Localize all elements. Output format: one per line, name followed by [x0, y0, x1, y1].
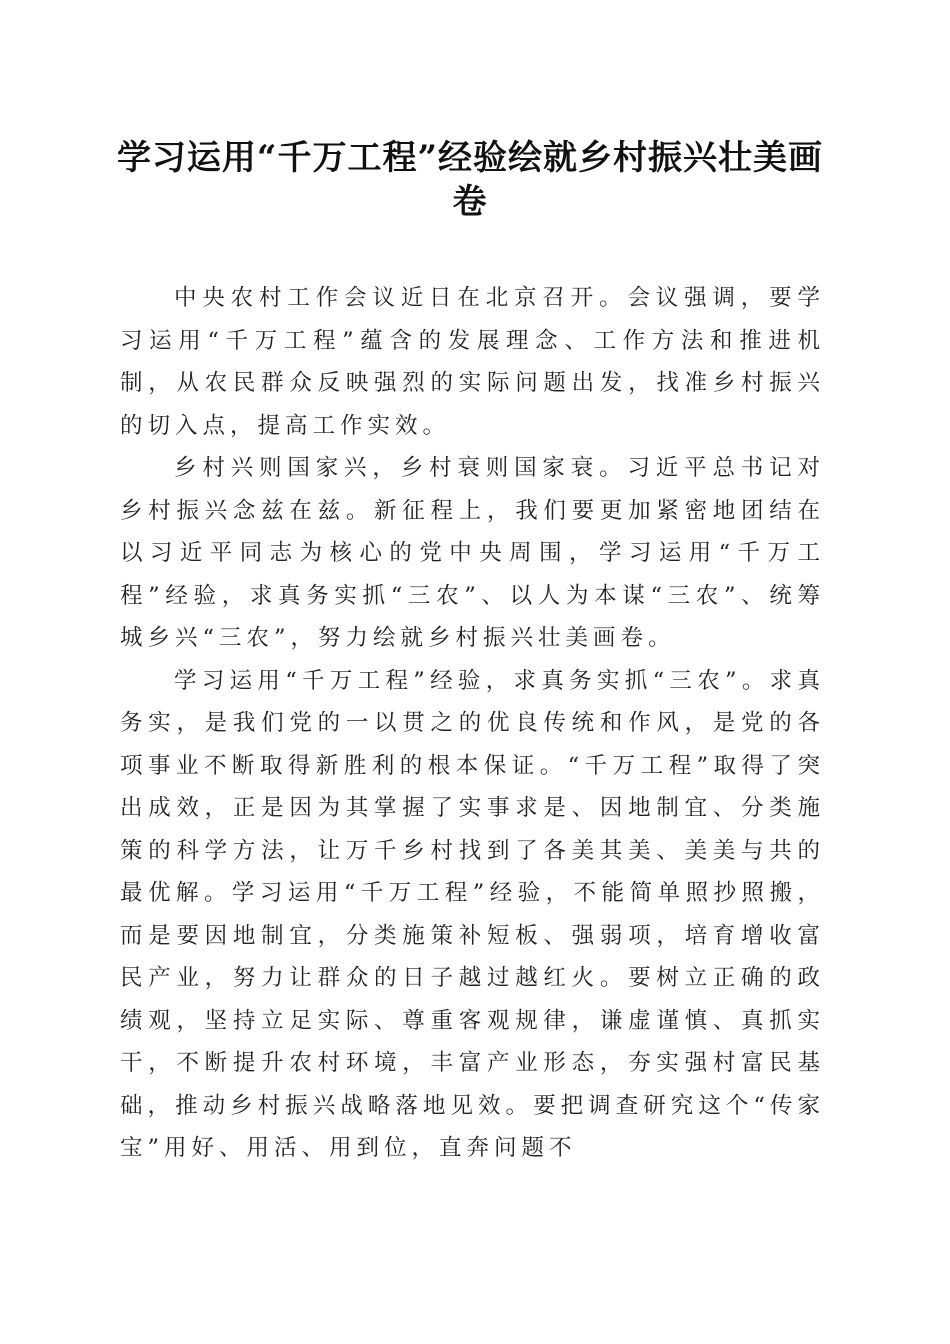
paragraph-2: 乡村兴则国家兴，乡村衰则国家衰。习近平总书记对乡村振兴念兹在兹。新征程上，我们要更加紧密地团结在以习近平同志为核心的党中央周围，学习运用“千万工程”经验，求真务实抓“三农”、以人为本谋“三农”、统筹城乡兴“三农”，努力绘就乡村振兴壮美画卷。 [120, 455, 825, 651]
paragraph-3: 学习运用“千万工程”经验，求真务实抓“三农”。求真务实，是我们党的一以贯之的优良传统和作风，是党的各项事业不断取得新胜利的根本保证。“千万工程”取得了突出成效，正是因为其掌握了实事求是、因地制宜、分类施策的科学方法，让万千乡村找到了各美其美、美美与共的最优解。学习运用“千万工程”经验，不能简单照抄照搬，而是要因地制宜，分类施策补短板、强弱项，培育增收富民产业，努力让群众的日子越过越红火。要树立正确的政绩观，坚持立足实际、尊重客观规律，谦虚谨慎、真抓实干，不断提升农村环境，丰富产业形态，夯实强村富民基础，推动乡村振兴战略落地见效。要把调查研究这个“传家宝”用好、用活、用到位，直奔问题不 [120, 667, 825, 1161]
document-title: 学习运用“千万工程”经验绘就乡村振兴壮美画卷 [116, 138, 824, 222]
document-body [120, 277, 825, 1170]
paragraph-1: 中央农村工作会议近日在北京召开。会议强调，要学习运用“千万工程”蕴含的发展理念、工作方法和推进机制，从农民群众反映强烈的实际问题出发，找准乡村振兴的切入点，提高工作实效。 [120, 285, 825, 439]
